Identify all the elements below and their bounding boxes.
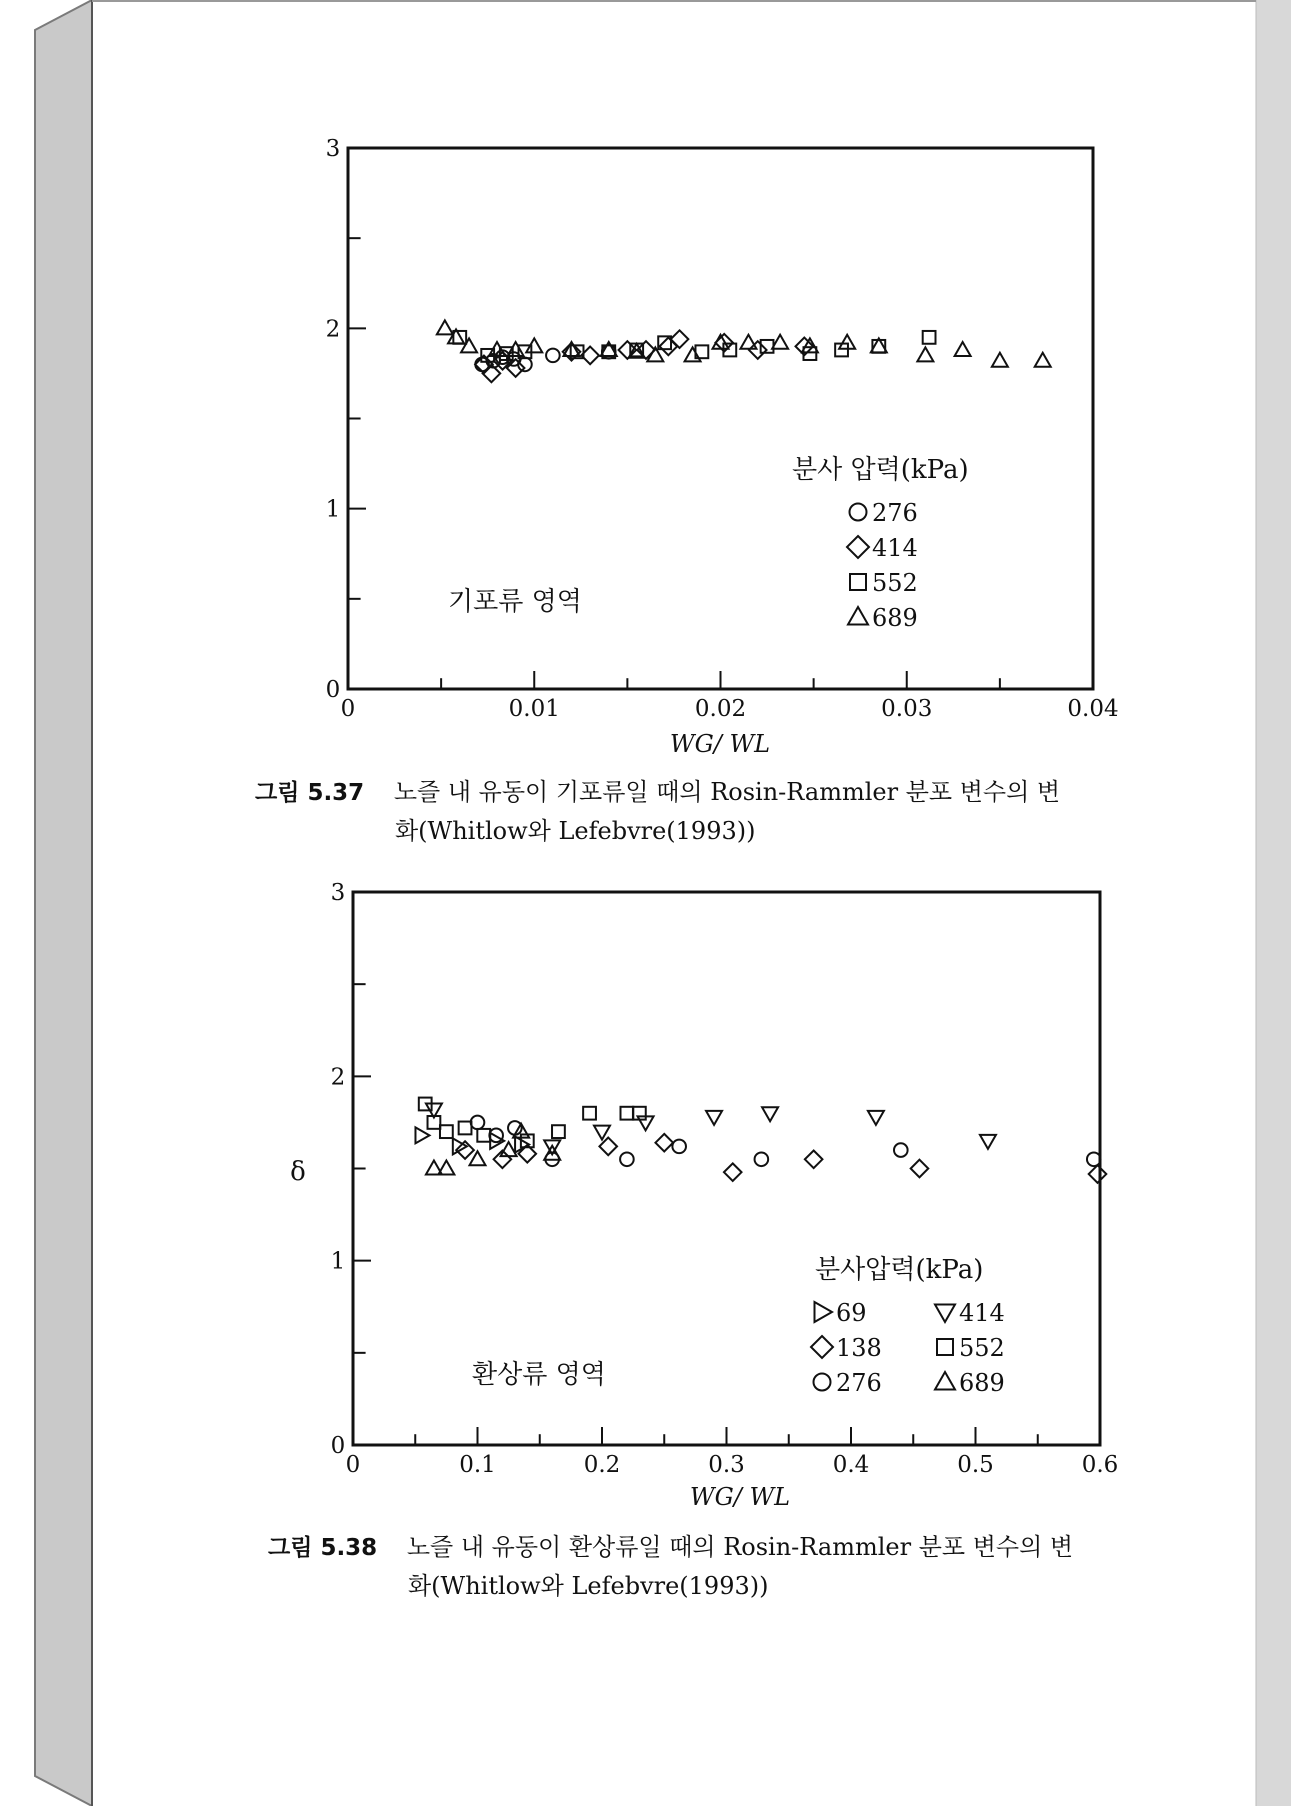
caption-line-1: 노즐 내 유동이 환상류일 때의 Rosin-Rammler 분포 변수의 변 <box>406 1533 1074 1561</box>
legend <box>811 1299 1005 1397</box>
x-tick-label: 0.2 <box>583 1452 621 1478</box>
data-point-276 <box>672 1140 686 1154</box>
x-axis-ticks <box>341 671 1119 722</box>
x-tick-label: 0.03 <box>881 696 933 722</box>
legend-label: 414 <box>959 1299 1005 1327</box>
y-tick-label: 3 <box>325 136 341 162</box>
x-tick-label: 0.02 <box>694 696 747 722</box>
legend-label: 689 <box>872 604 918 632</box>
caption-line-2: 화(Whitlow와 Lefebvre(1993)) <box>408 1572 769 1600</box>
y-tick-label: 2 <box>330 1064 346 1091</box>
data-point-414 <box>762 1107 778 1121</box>
data-point-689 <box>917 347 933 361</box>
legend-label: 552 <box>959 1334 1005 1362</box>
x-tick-label: 0.4 <box>832 1452 870 1478</box>
data-point-552 <box>621 1107 634 1120</box>
data-point-689 <box>740 335 756 349</box>
data-point-138 <box>911 1160 929 1178</box>
chart-bubbly-flow <box>300 130 1140 755</box>
data-point-414 <box>868 1111 884 1125</box>
legend-label: 276 <box>872 499 918 527</box>
x-tick-label: 0.04 <box>1067 696 1119 722</box>
y-tick-label: 0 <box>330 1433 346 1459</box>
legend-label: 689 <box>959 1369 1005 1397</box>
y-tick-label: 0 <box>325 677 341 703</box>
data-points <box>437 320 1051 382</box>
region-label: 기포류 영역 <box>448 587 582 617</box>
data-point-689 <box>772 335 788 349</box>
y-axis-label: δ <box>290 1157 306 1187</box>
legend-marker-689 <box>848 607 868 625</box>
y-axis-ticks <box>331 880 371 1459</box>
x-axis-label: WG/ WL <box>669 730 771 755</box>
x-tick-label: 0.1 <box>459 1452 496 1478</box>
data-point-276 <box>620 1152 634 1166</box>
legend <box>847 499 918 632</box>
data-points <box>415 1098 1106 1183</box>
data-point-689 <box>1035 353 1051 367</box>
y-tick-label: 1 <box>330 1248 346 1275</box>
legend-label: 414 <box>872 534 918 562</box>
legend-title: 분사압력(kPa) <box>815 1255 984 1285</box>
x-tick-label: 0.6 <box>1081 1452 1119 1478</box>
legend-title: 분사 압력(kPa) <box>792 455 969 485</box>
data-point-414 <box>671 330 689 348</box>
x-tick-label: 0.01 <box>508 696 560 722</box>
legend-label: 69 <box>836 1299 867 1327</box>
legend-marker-552 <box>850 574 866 590</box>
data-point-276 <box>755 1152 769 1166</box>
x-axis-label: WG/ WL <box>689 1483 791 1510</box>
y-tick-label: 1 <box>325 496 341 523</box>
legend-label: 276 <box>836 1369 882 1397</box>
data-point-414 <box>706 1111 722 1125</box>
legend-marker-414 <box>847 536 869 558</box>
data-point-689 <box>685 347 701 361</box>
data-point-552 <box>552 1125 565 1138</box>
legend-label: 552 <box>872 569 918 597</box>
data-point-414 <box>980 1135 996 1149</box>
caption-line-2: 화(Whitlow와 Lefebvre(1993)) <box>395 817 756 845</box>
data-point-414 <box>660 338 678 356</box>
y-tick-label: 3 <box>330 880 346 906</box>
y-axis-ticks <box>326 136 366 703</box>
data-point-552 <box>440 1125 453 1138</box>
data-point-689 <box>437 320 453 334</box>
data-point-414 <box>749 341 767 359</box>
x-tick-label: 0.5 <box>957 1452 994 1478</box>
data-point-138 <box>1089 1165 1107 1183</box>
data-point-552 <box>459 1122 472 1135</box>
data-point-138 <box>724 1163 742 1181</box>
region-label: 환상류 영역 <box>472 1360 606 1390</box>
legend-marker-69 <box>815 1302 833 1322</box>
x-tick-label: 0 <box>340 696 356 722</box>
caption-line-1: 노즐 내 유동이 기포류일 때의 Rosin-Rammler 분포 변수의 변 <box>393 778 1061 806</box>
legend-marker-414 <box>935 1305 955 1323</box>
legend-marker-552 <box>937 1339 953 1355</box>
data-point-276 <box>546 349 560 363</box>
x-tick-label: 0.3 <box>708 1452 745 1478</box>
x-axis-ticks <box>346 1427 1119 1478</box>
data-point-552 <box>923 331 936 344</box>
data-point-276 <box>471 1116 485 1130</box>
caption-number: 그림 5.37 <box>255 780 365 806</box>
data-point-138 <box>655 1134 673 1152</box>
data-point-138 <box>805 1150 823 1168</box>
data-point-552 <box>583 1107 596 1120</box>
legend-marker-276 <box>814 1374 831 1391</box>
chart-annular-flow <box>280 870 1140 1510</box>
data-point-689 <box>955 342 971 356</box>
caption-number: 그림 5.38 <box>268 1535 378 1561</box>
legend-label: 138 <box>836 1334 882 1362</box>
figure-caption-5-38 <box>268 1528 1168 1605</box>
legend-marker-689 <box>935 1372 955 1390</box>
data-point-689 <box>992 353 1008 367</box>
data-point-276 <box>894 1143 908 1157</box>
y-tick-label: 2 <box>325 316 341 343</box>
data-point-552 <box>477 1129 490 1142</box>
x-tick-label: 0 <box>345 1452 361 1478</box>
legend-marker-138 <box>811 1336 833 1358</box>
legend-marker-276 <box>850 504 867 521</box>
figure-caption-5-37 <box>255 773 1155 850</box>
